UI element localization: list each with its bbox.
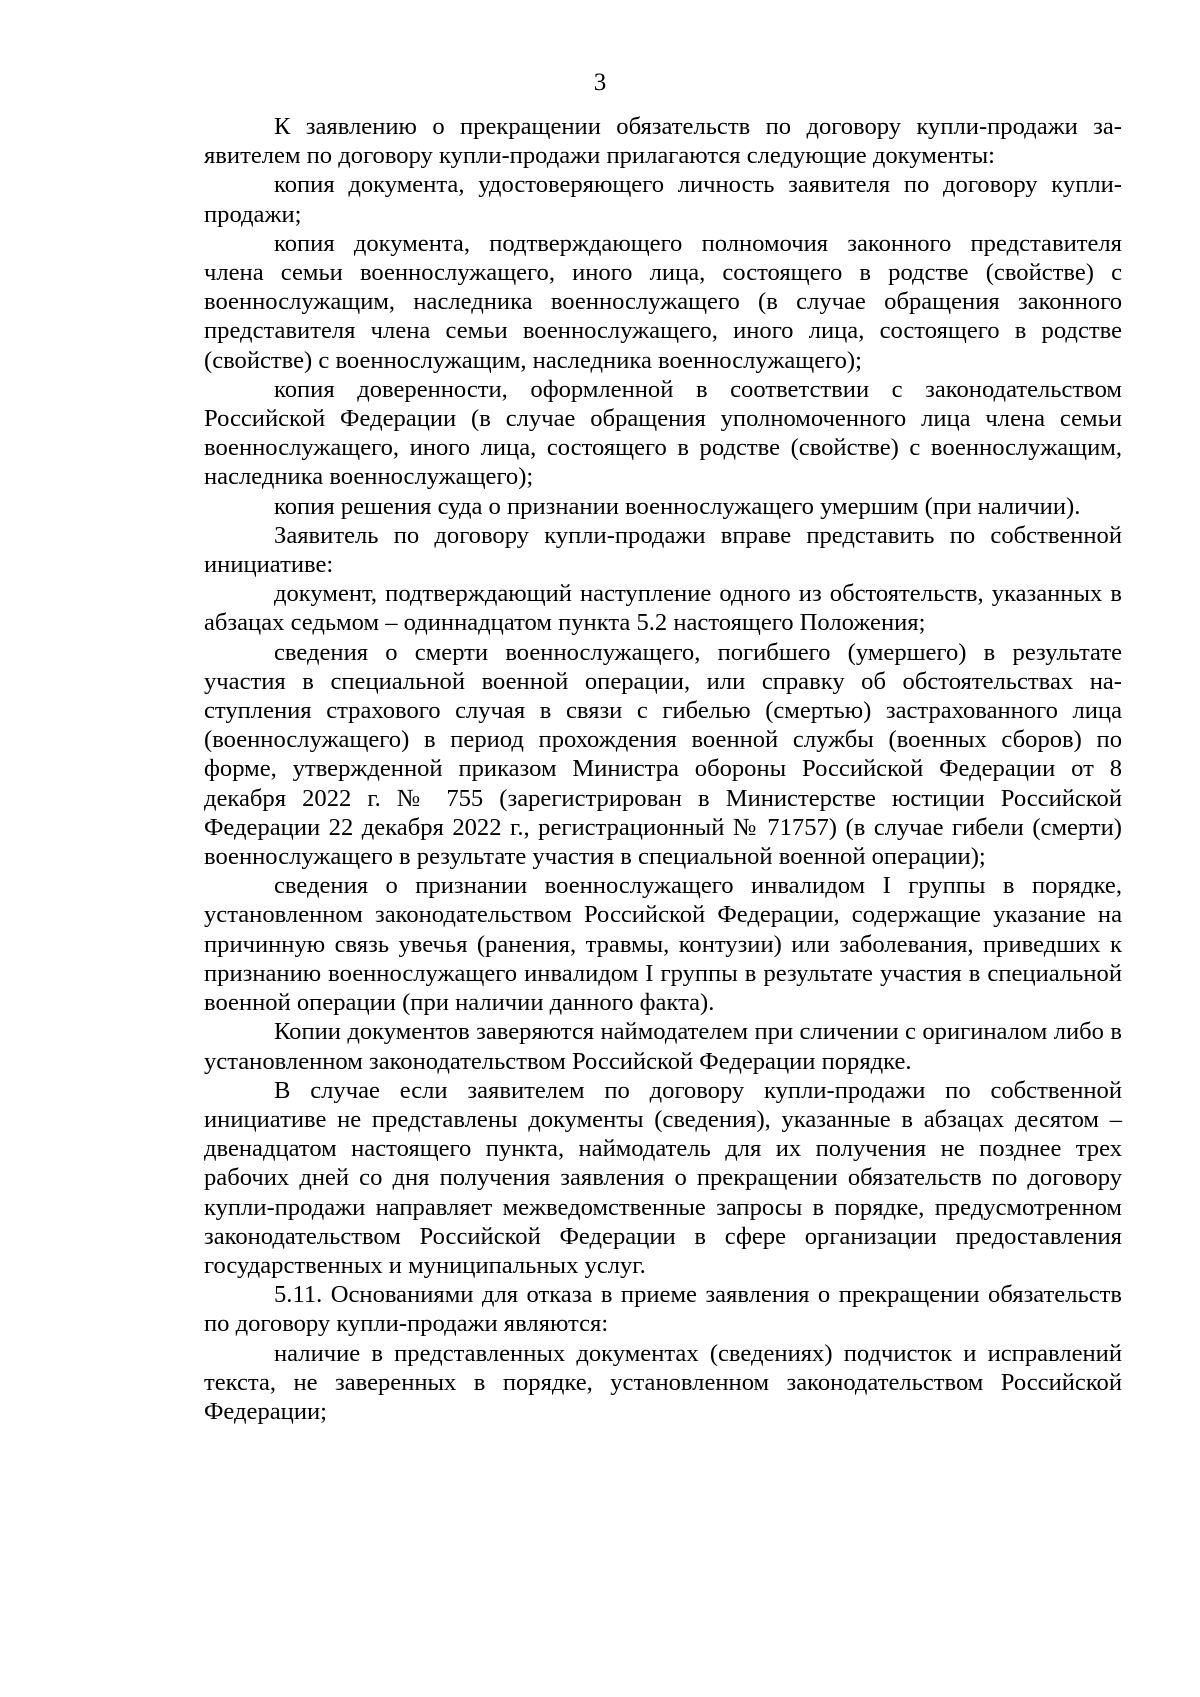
paragraph-5: копия решения суда о признании военнослужащего умершим (при наличии). [274,492,1081,520]
paragraph-11: В случае если заявителем по договору купли-продажи по собственной инициативе не представлены документы (сведения), указанные в абзацах десятом – двенадцатом настоящего пункта, наймодатель для их получения не позднее трех рабочих дней со дня получения заявления о прекращении обязательств по договору купли-продажи направляет межведомственные запросы в порядке, предусмотренном законодательством Российской Федерации в сфере организации предоставления государственных и муниципальных услуг. [204,1076,1122,1279]
paragraph-9: сведения о признании военнослужащего инвалидом I группы в порядке, установленном законодательством Российской Федерации, содержащие указание на причинную связь увечья (ранения, травмы, контузии) или заболевания, приведших к признанию военнослужащего инвалидом I группы в результате участия в специальной военной операции (при наличии данного факта). [204,872,1122,1017]
document-body [204,112,1122,1426]
paragraph-2: копия документа, удостоверяющего личность заявителя по договору купли-продажи; [204,171,1122,228]
paragraph-8: сведения о смерти военнослужащего, погибшего (умершего) в результате участия в специальной военной операции, или справку об обстоятельствах наступления страхового случая в связи с гибелью (смертью) застрахованного лица (военнослужащего) в период прохождения военной службы (военных сборов) по форме, утвержденной приказом Министра обороны Российской Федерации от 8 декабря 2022 г. № 755 (зарегистрирован в Министерстве юстиции Российской Федерации 22 декабря 2022 г., регистрационный № 71757) (в случае гибели (смерти) военнослужащего в результате участия в специальной военной операции); [204,638,1122,871]
paragraph-6: Заявитель по договору купли-продажи вправе представить по собственной инициативе: [204,521,1122,579]
paragraph-1: К заявлению о прекращении обязательств по договору купли-продажи заявителем по договору купли-продажи прилагаются следующие документы: [204,113,1122,170]
paragraph-4: копия доверенности, оформленной в соответствии с законодательством Российской Федерации (в случае обращения уполномоченного лица члена семьи военнослужащего, иного лица, состоящего в родстве (свойстве) с военнослужащим, наследника военнослужащего); [204,375,1122,491]
paragraph-13: наличие в представленных документах (сведениях) подчисток и исправлений текста, не заверенных в порядке, установленном законодательством Российской Федерации; [204,1339,1122,1425]
paragraph-3: копия документа, подтверждающего полномочия законного представителя члена семьи военнослужащего, иного лица, состоящего в родстве (свойстве) с военнослужащим, наследника военнослужащего (в случае обращения законного представителя члена семьи военнослужащего, иного лица, состоящего в родстве (свойстве) с военнослужащим, наследника военнослужащего); [204,229,1122,374]
paragraph-12: 5.11. Основаниями для отказа в приеме заявления о прекращении обязательств по договору купли-продажи являются: [204,1281,1122,1338]
paragraph-10: Копии документов заверяются наймодателем при сличении с оригиналом либо в установленном законодательством Российской Федерации порядке. [204,1018,1122,1075]
paragraph-7: документ, подтверждающий наступление одного из обстоятельств, указанных в абзацах седьмом – одиннадцатом пункта 5.2 настоящего Положения; [204,580,1122,637]
page-number: 3 [593,69,607,96]
